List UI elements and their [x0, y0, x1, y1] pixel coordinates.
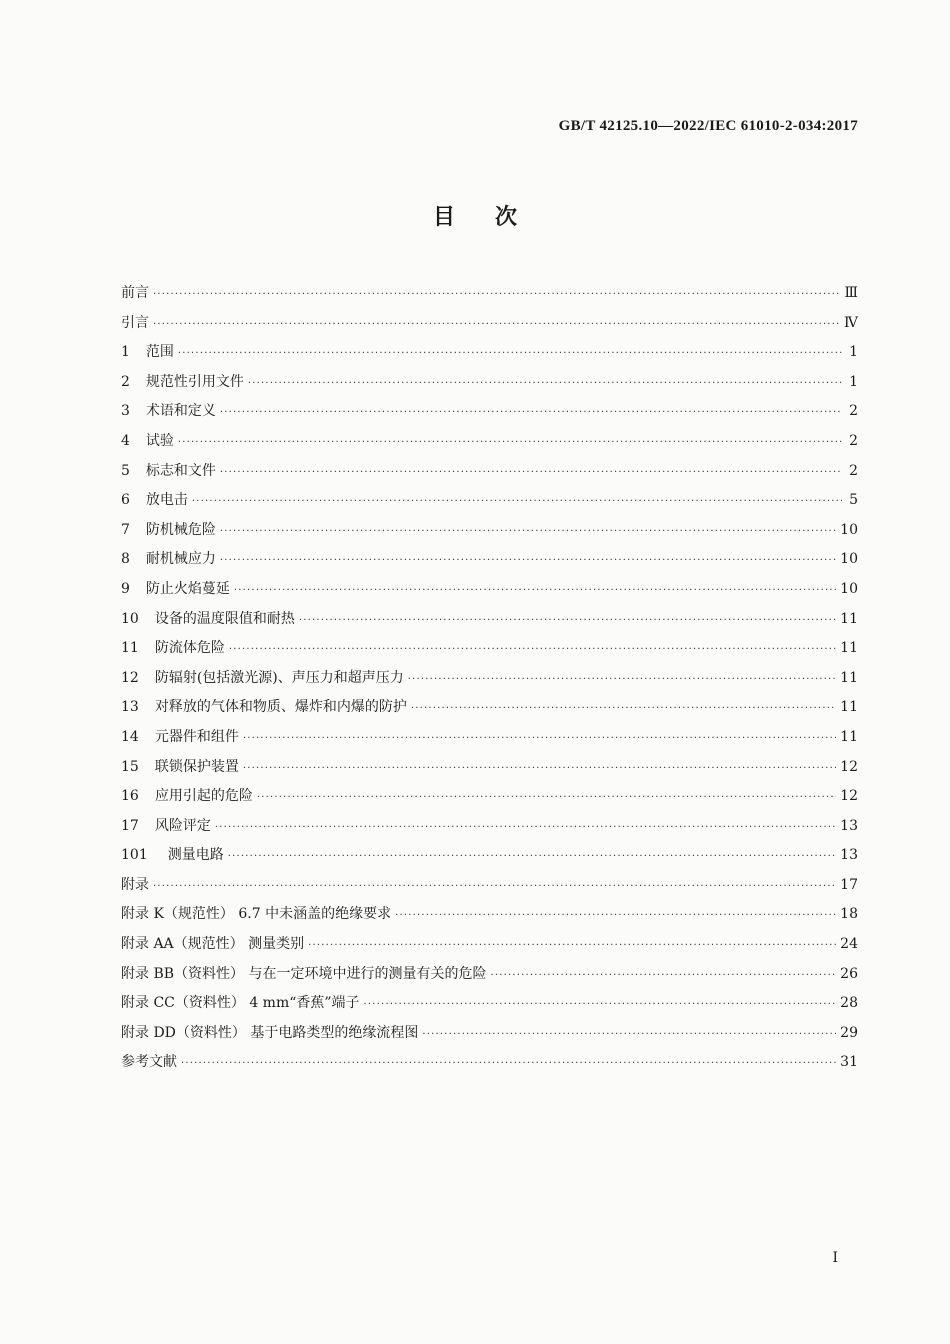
- toc-entry[interactable]: [121, 963, 858, 993]
- toc-entry-label: 元器件和组件: [154, 728, 239, 745]
- toc-entry-page: 12: [840, 788, 858, 805]
- toc-entry[interactable]: [121, 608, 858, 638]
- toc-entry-label: 范围: [145, 344, 174, 361]
- toc-entry-page: 1: [849, 373, 858, 390]
- toc-entry-number: 13: [121, 699, 139, 716]
- toc-entry-number: 3: [121, 403, 130, 420]
- toc-entry[interactable]: [121, 548, 858, 578]
- toc-entry[interactable]: [121, 430, 858, 460]
- toc-entry-label: 防流体危险: [154, 640, 225, 657]
- toc-dot-leader: [308, 935, 836, 957]
- toc-entry[interactable]: [121, 815, 858, 845]
- toc-dot-leader: [422, 1024, 836, 1046]
- toc-entry-label: 附录 CC（资料性） 4 mm“香蕉”端子: [121, 995, 360, 1012]
- toc-dot-leader: [411, 698, 836, 720]
- toc-dot-leader: [153, 876, 836, 898]
- toc-entry-page: Ⅳ: [844, 314, 858, 331]
- toc-entry-page: 11: [840, 669, 858, 686]
- toc-entry-label: 附录 BB（资料性） 与在一定环境中进行的测量有关的危险: [121, 965, 487, 982]
- toc-entry-number: 11: [121, 640, 139, 657]
- toc-entry-number: 10: [121, 610, 139, 627]
- page-number: I: [832, 1250, 838, 1266]
- toc-entry-page: 29: [840, 1024, 858, 1041]
- toc-entry-label: 设备的温度限值和耐热: [154, 610, 295, 627]
- toc-entry-page: Ⅲ: [844, 285, 858, 301]
- toc-entry[interactable]: [121, 1051, 858, 1081]
- toc-entry-number: 1: [121, 344, 130, 361]
- toc-entry-label: 附录 K（规范性） 6.7 中未涵盖的绝缘要求: [121, 906, 392, 923]
- toc-entry[interactable]: [121, 371, 858, 401]
- toc-entry-label: 标志和文件: [145, 462, 216, 479]
- toc-entry-page: 26: [840, 965, 858, 982]
- toc-entry[interactable]: [121, 874, 858, 904]
- toc-entry-label: 联锁保护装置: [154, 758, 239, 775]
- toc-entry[interactable]: [121, 312, 858, 342]
- toc-entry-page: 11: [840, 728, 858, 745]
- toc-dot-leader: [220, 462, 842, 484]
- toc-dot-leader: [243, 728, 836, 750]
- toc-entry-label: 附录: [121, 876, 149, 893]
- toc-entry-page: 5: [849, 492, 858, 509]
- toc-entry[interactable]: [121, 903, 858, 933]
- toc-entry-page: 24: [840, 936, 858, 953]
- toc-dot-leader: [215, 817, 836, 839]
- toc-entry-number: 7: [121, 521, 130, 538]
- toc-dot-leader: [228, 846, 836, 868]
- toc-entry-label: 风险评定: [154, 817, 211, 834]
- toc-dot-leader: [408, 669, 836, 691]
- toc-entry-page: 10: [840, 521, 858, 538]
- toc-dot-leader: [178, 343, 842, 365]
- toc-dot-leader: [234, 580, 836, 602]
- toc-entry-label: 参考文献: [121, 1054, 177, 1071]
- toc-entry[interactable]: [121, 519, 858, 549]
- toc-entry[interactable]: [121, 933, 858, 963]
- toc-entry-label: 引言: [121, 314, 149, 331]
- toc-entry-number: 15: [121, 758, 139, 775]
- toc-dot-leader: [243, 758, 836, 780]
- toc-dot-leader: [364, 994, 837, 1016]
- toc-entry-number: 14: [121, 728, 139, 745]
- toc-entry-page: 2: [849, 403, 858, 420]
- toc-entry-label: 前言: [121, 285, 149, 301]
- toc-entry-label: 规范性引用文件: [145, 373, 244, 390]
- toc-entry-label: 试验: [145, 432, 174, 449]
- toc-entry-number: 17: [121, 817, 139, 834]
- toc-dot-leader: [178, 432, 842, 454]
- toc-entry-page: 11: [840, 699, 858, 716]
- toc-dot-leader: [153, 284, 840, 306]
- toc-dot-leader: [395, 905, 836, 927]
- toc-entry-label: 放电击: [145, 492, 188, 509]
- toc-dot-leader: [192, 491, 842, 513]
- toc-entry-label: 防止火焰蔓延: [145, 580, 230, 597]
- toc-entry[interactable]: [121, 282, 858, 312]
- toc-entry-label: 术语和定义: [145, 403, 216, 420]
- toc-entry[interactable]: [121, 637, 858, 667]
- toc-entry-page: 10: [840, 580, 858, 597]
- toc-entry-label: 对释放的气体和物质、爆炸和内爆的防护: [154, 699, 407, 716]
- toc-entry-number: 9: [121, 580, 130, 597]
- toc-entry-label: 防辐射(包括激光源)、声压力和超声压力: [154, 669, 404, 686]
- toc-entry[interactable]: [121, 578, 858, 608]
- toc-entry-number: 16: [121, 788, 139, 805]
- page-title: 目次: [432, 204, 557, 230]
- toc-dot-leader: [299, 610, 836, 632]
- toc-entry-label: 测量电路: [167, 847, 224, 864]
- toc-entry[interactable]: [121, 489, 858, 519]
- toc-entry-number: 4: [121, 432, 130, 449]
- toc-entry-number: 12: [121, 669, 139, 686]
- toc-entry-label: 应用引起的危险: [154, 788, 253, 805]
- toc-dot-leader: [181, 1053, 836, 1075]
- toc-dot-leader: [257, 787, 836, 809]
- toc-entry[interactable]: [121, 1022, 858, 1052]
- table-of-contents: [121, 282, 858, 1081]
- toc-entry[interactable]: [121, 460, 858, 490]
- toc-dot-leader: [220, 521, 836, 543]
- toc-entry-page: 11: [840, 640, 858, 657]
- toc-entry-page: 1: [849, 344, 858, 361]
- toc-dot-leader: [490, 965, 836, 987]
- toc-entry[interactable]: [121, 785, 858, 815]
- toc-entry-page: 17: [840, 876, 858, 893]
- toc-entry-number: 6: [121, 492, 130, 509]
- toc-entry[interactable]: [121, 667, 858, 697]
- toc-dot-leader: [248, 373, 842, 395]
- toc-entry-page: 18: [840, 906, 858, 923]
- toc-entry-label: 耐机械应力: [145, 551, 216, 568]
- toc-entry-page: 2: [849, 432, 858, 449]
- toc-entry[interactable]: [121, 341, 858, 371]
- toc-entry-label: 防机械危险: [145, 521, 216, 538]
- toc-entry-label: 附录 AA（规范性） 测量类别: [121, 936, 305, 953]
- toc-dot-leader: [220, 550, 836, 572]
- toc-entry-page: 12: [840, 758, 858, 775]
- toc-entry-page: 28: [840, 995, 858, 1012]
- toc-dot-leader: [229, 639, 836, 661]
- toc-entry[interactable]: [121, 726, 858, 756]
- toc-entry-number: 101: [121, 847, 148, 864]
- toc-entry-page: 2: [849, 462, 858, 479]
- toc-entry[interactable]: [121, 400, 858, 430]
- toc-entry-number: 8: [121, 551, 130, 568]
- toc-entry-number: 2: [121, 373, 130, 390]
- toc-entry[interactable]: [121, 992, 858, 1022]
- toc-entry-page: 11: [840, 610, 858, 627]
- toc-entry-number: 5: [121, 462, 130, 479]
- toc-entry-page: 31: [840, 1054, 858, 1071]
- toc-entry[interactable]: [121, 696, 858, 726]
- toc-entry[interactable]: [121, 756, 858, 786]
- toc-entry-label: 附录 DD（资料性） 基于电路类型的绝缘流程图: [121, 1024, 419, 1041]
- toc-dot-leader: [220, 402, 842, 424]
- toc-entry-page: 13: [840, 817, 858, 834]
- toc-entry-page: 10: [840, 551, 858, 568]
- toc-dot-leader: [153, 314, 840, 336]
- standard-code: GB/T 42125.10—2022/IEC 61010-2-034:2017: [558, 118, 858, 134]
- toc-entry-page: 13: [840, 847, 858, 864]
- toc-entry[interactable]: [121, 844, 858, 874]
